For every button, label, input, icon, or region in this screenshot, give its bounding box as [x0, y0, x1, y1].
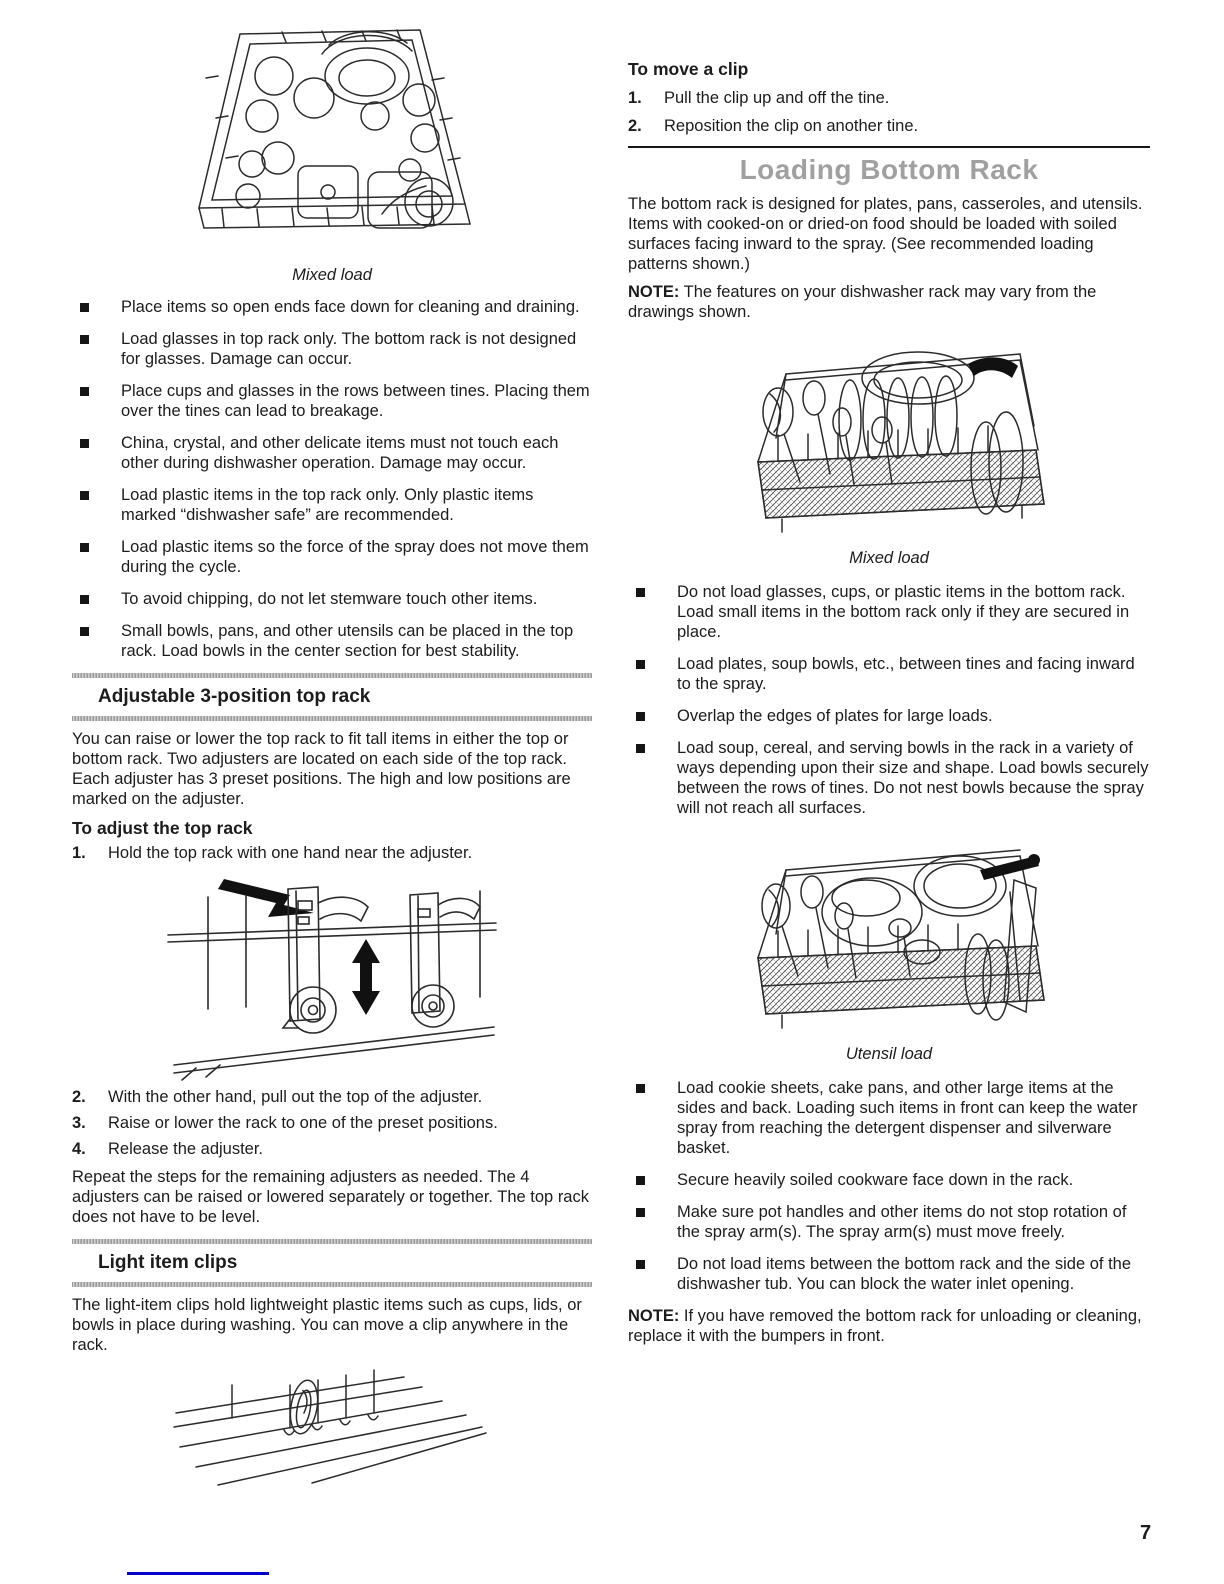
- guideline-item: To avoid chipping, do not let stemware touch other items.: [72, 589, 592, 609]
- note-label: NOTE:: [628, 283, 680, 301]
- guideline-item: Load cookie sheets, cake pans, and other large items at the sides and back. Loading such items in front can keep the water spray from reaching the detergent dispenser and silverware basket.: [628, 1078, 1150, 1158]
- figure-caption: Mixed load: [849, 549, 929, 567]
- move-clip-heading: To move a clip: [628, 59, 749, 79]
- square-bullet-icon: [636, 660, 645, 669]
- square-bullet-icon: [636, 744, 645, 753]
- guideline-item: Place cups and glasses in the rows between tines. Placing them over the tines can lead to breakage.: [72, 381, 592, 421]
- square-bullet-icon: [80, 627, 89, 636]
- numbered-step: 3. Raise or lower the rack to one of the preset positions.: [72, 1114, 498, 1132]
- light-clips-paragraph: The light-item clips hold lightweight plastic items such as cups, lids, or bowls in place during washing. You can move a clip anywhere in the rack.: [72, 1296, 582, 1354]
- adjust-top-rack-subheading: To adjust the top rack: [72, 818, 253, 838]
- guideline-item: Small bowls, pans, and other utensils can be placed in the top rack. Load bowls in the center section for best stability.: [72, 621, 592, 661]
- square-bullet-icon: [80, 491, 89, 500]
- section-adjustable-top-rack: [72, 673, 592, 721]
- guideline-item: Load plates, soup bowls, etc., between tines and facing inward to the spray.: [628, 654, 1150, 694]
- note-label: NOTE:: [628, 1307, 680, 1325]
- guideline-item: Make sure pot handles and other items do not stop rotation of the spray arm(s). The spray arm(s) must move freely.: [628, 1202, 1150, 1242]
- left-column: [72, 0, 592, 1498]
- top-rack-guidelines-list: [72, 297, 592, 661]
- section-light-item-clips: [72, 1239, 592, 1287]
- guideline-item: Load plastic items in the top rack only. Only plastic items marked “dishwasher safe” are recommended.: [72, 485, 592, 525]
- guideline-item: Load plastic items so the force of the spray does not move them during the cycle.: [72, 537, 592, 577]
- halftone-bar: [72, 716, 592, 721]
- square-bullet-icon: [636, 1176, 645, 1185]
- numbered-step: 1. Pull the clip up and off the tine.: [628, 89, 890, 107]
- square-bullet-icon: [636, 1084, 645, 1093]
- light-item-clip-illustration: [172, 1363, 492, 1498]
- note-paragraph: [628, 1306, 1150, 1346]
- section-title: Light item clips: [98, 1252, 238, 1273]
- square-bullet-icon: [636, 588, 645, 597]
- numbered-step: 4. Release the adjuster.: [72, 1140, 264, 1158]
- adjustable-outro-paragraph: Repeat the steps for the remaining adjusters as needed. The 4 adjusters can be raised or lowered separately or together. The top rack does not have to be level.: [72, 1168, 589, 1226]
- guideline-item: Place items so open ends face down for cleaning and draining.: [72, 297, 592, 317]
- page-number: 7: [1140, 1522, 1152, 1544]
- guideline-item: Do not load glasses, cups, or plastic items in the bottom rack. Load small items in the bottom rack only if they are secured in place.: [628, 582, 1150, 642]
- figure-caption: Utensil load: [845, 1045, 933, 1063]
- guideline-item: Secure heavily soiled cookware face down in the rack.: [628, 1170, 1150, 1190]
- figure-caption: Mixed load: [292, 266, 372, 284]
- right-column: [628, 0, 1150, 1346]
- square-bullet-icon: [80, 335, 89, 344]
- square-bullet-icon: [636, 1260, 645, 1269]
- top-rack-mixed-load-illustration: [182, 18, 482, 263]
- square-bullet-icon: [636, 1208, 645, 1217]
- loading-bottom-rack-heading: Loading Bottom Rack: [739, 154, 1039, 185]
- numbered-step: 2. With the other hand, pull out the top of the adjuster.: [72, 1088, 483, 1106]
- square-bullet-icon: [80, 439, 89, 448]
- bottom-rack-guidelines-list-1: [628, 582, 1150, 818]
- square-bullet-icon: [80, 543, 89, 552]
- square-bullet-icon: [80, 303, 89, 312]
- rack-adjuster-illustration: [162, 869, 502, 1081]
- note-paragraph: [628, 282, 1150, 322]
- link-underline[interactable]: [127, 1572, 269, 1575]
- guideline-item: Do not load items between the bottom rack and the side of the dishwasher tub. You can block the water inlet opening.: [628, 1254, 1150, 1294]
- square-bullet-icon: [80, 595, 89, 604]
- guideline-item: Load soup, cereal, and serving bowls in the rack in a variety of ways depending upon their size and shape. Load bowls securely between the rows of tines. Do not nest bowls because the spray will not reach all surfaces.: [628, 738, 1150, 818]
- adjustable-intro-paragraph: You can raise or lower the top rack to fit tall items in either the top or bottom rack. Two adjusters are located on each side of the top rack. Each adjuster has 3 preset positions. The high and low positions are marked on the adjuster.: [72, 730, 571, 808]
- square-bullet-icon: [80, 387, 89, 396]
- numbered-step: 2. Reposition the clip on another tine.: [628, 117, 919, 135]
- section-title: Adjustable 3-position top rack: [98, 686, 371, 707]
- bottom-rack-utensil-load-illustration: [722, 830, 1057, 1042]
- loading-intro-paragraph: The bottom rack is designed for plates, pans, casseroles, and utensils. Items with cooked-on or dried-on food should be loaded with soiled surfaces facing inward to the spray. (See recommended loading patterns shown.): [628, 195, 1143, 273]
- note-text: The features on your dishwasher rack may vary from the drawings shown.: [628, 283, 1097, 321]
- note-text: If you have removed the bottom rack for unloading or cleaning, replace it with the bumpers in front.: [628, 1307, 1142, 1345]
- square-bullet-icon: [636, 712, 645, 721]
- section-divider: [628, 146, 1150, 148]
- bottom-rack-guidelines-list-2: [628, 1078, 1150, 1294]
- bottom-rack-mixed-load-illustration: [722, 334, 1057, 546]
- guideline-item: China, crystal, and other delicate items must not touch each other during dishwasher operation. Damage may occur.: [72, 433, 592, 473]
- guideline-item: Load glasses in top rack only. The bottom rack is not designed for glasses. Damage can occur.: [72, 329, 592, 369]
- guideline-item: Overlap the edges of plates for large loads.: [628, 706, 1150, 726]
- halftone-bar: [72, 1282, 592, 1287]
- numbered-step: 1. Hold the top rack with one hand near the adjuster.: [72, 844, 473, 862]
